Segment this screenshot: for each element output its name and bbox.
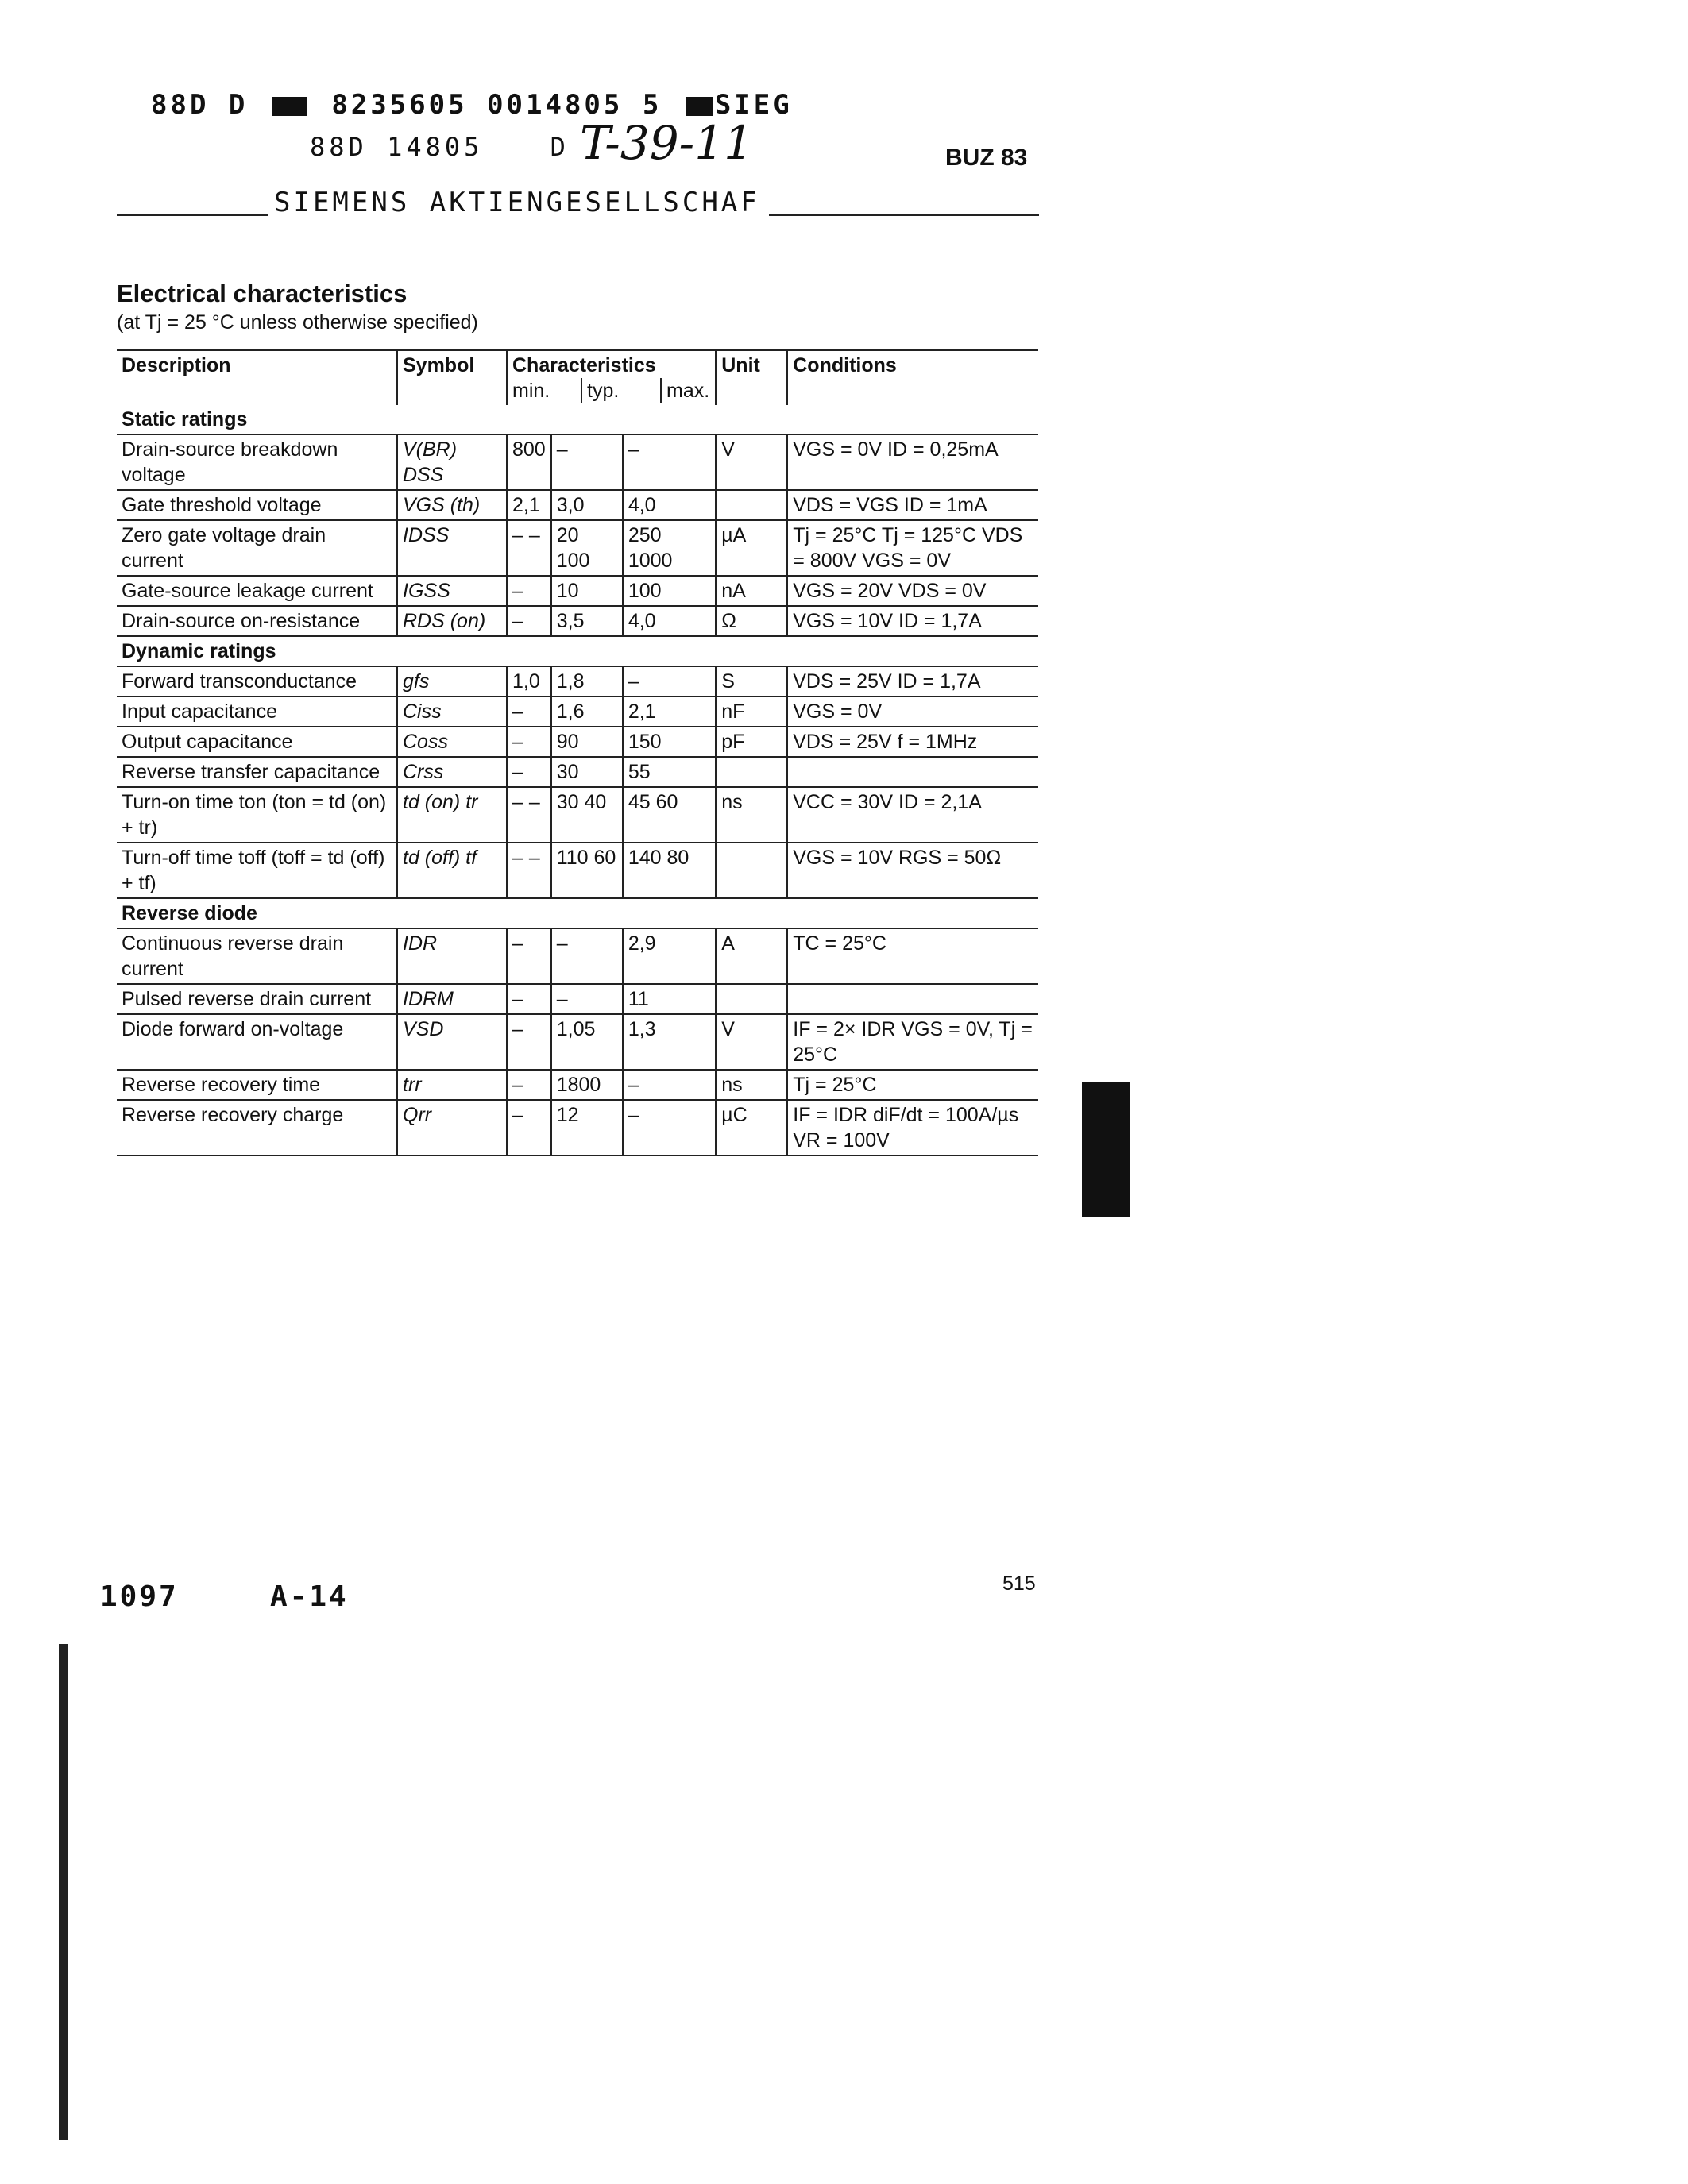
cell-unit: µC [716,1100,787,1156]
header-characteristics-label: Characteristics [512,354,656,376]
cell-unit [716,984,787,1014]
cell-typ: – [551,984,623,1014]
cell-typ: 12 [551,1100,623,1156]
cell-typ: – [551,434,623,490]
cell-typ: – [551,928,623,984]
cell-max: 140 80 [623,843,716,898]
table-row [117,606,1038,636]
cell-sym: td (off) tf [397,843,507,898]
cell-unit: A [716,928,787,984]
cell-min: – [507,606,551,636]
cell-min: – – [507,520,551,576]
footer-code: 1097 [100,1580,179,1613]
section-header-row [117,636,1038,666]
table-row [117,843,1038,898]
header-conditions: Conditions [787,350,1038,405]
cell-desc: Forward transconductance [122,670,357,693]
cell-cond: IF = 2× IDR VGS = 0V, Tj = 25°C [787,1014,1038,1070]
cell-cond: Tj = 25°C [787,1070,1038,1100]
cell-unit [716,490,787,520]
header-code-line-2 [310,132,570,162]
cell-max: 55 [623,757,716,787]
cell-desc: Output capacitance [122,731,293,753]
header-code-c: SIEG [714,89,793,121]
cell-unit: V [716,1014,787,1070]
table-row [117,434,1038,490]
scan-edge-bar [59,1644,68,2140]
header-min: min. [512,380,550,402]
header-code-2-d: D [550,132,570,162]
characteristics-table [117,349,1038,1156]
cell-min: 2,1 [507,490,551,520]
page-tab-marker [1082,1082,1130,1217]
table-row [117,1070,1038,1100]
cell-unit: pF [716,727,787,757]
cell-sym: IGSS [397,576,507,606]
cell-cond: VDS = 25V ID = 1,7A [787,666,1038,696]
header-characteristics [507,350,716,405]
cell-max: 2,1 [623,696,716,727]
cell-sym: IDRM [397,984,507,1014]
cell-desc: Gate-source leakage current [122,580,373,602]
cell-desc: Drain-source breakdown voltage [122,438,338,486]
cell-sym: Ciss [397,696,507,727]
cell-cond: VGS = 10V ID = 1,7A [787,606,1038,636]
cell-desc: Drain-source on-resistance [122,610,361,632]
cell-cond: IF = IDR diF/dt = 100A/µs VR = 100V [787,1100,1038,1156]
cell-min: – [507,757,551,787]
header-symbol: Symbol [397,350,507,405]
cell-typ: 3,0 [551,490,623,520]
cell-desc: Pulsed reverse drain current [122,988,372,1010]
cell-min: – [507,1070,551,1100]
table-row [117,490,1038,520]
cell-max: 4,0 [623,606,716,636]
cell-cond [787,757,1038,787]
rule-left [117,214,268,216]
table-row [117,787,1038,843]
cell-min: 1,0 [507,666,551,696]
part-number: BUZ 83 [945,145,1028,171]
cell-sym: VSD [397,1014,507,1070]
table-row [117,984,1038,1014]
cell-min: – [507,727,551,757]
section-name: Reverse diode [122,902,257,924]
footer-section-code: A-14 [270,1580,349,1613]
cell-unit [716,757,787,787]
cell-typ: 1,8 [551,666,623,696]
cell-cond: VDS = VGS ID = 1mA [787,490,1038,520]
section-subtitle: (at Tj = 25 °C unless otherwise specified) [117,311,478,334]
section-name: Dynamic ratings [122,640,276,662]
cell-desc: Reverse recovery charge [122,1104,344,1126]
cell-max: 11 [623,984,716,1014]
cell-cond: VGS = 0V [787,696,1038,727]
header-code-b: 8235605 0014805 5 [331,89,662,121]
cell-sym: gfs [397,666,507,696]
cell-cond: Tj = 25°C Tj = 125°C VDS = 800V VGS = 0V [787,520,1038,576]
cell-sym: trr [397,1070,507,1100]
cell-max: 150 [623,727,716,757]
cell-unit: nF [716,696,787,727]
cell-unit [716,843,787,898]
cell-desc: Reverse recovery time [122,1074,321,1096]
cell-max: 250 1000 [623,520,716,576]
section-name: Static ratings [122,408,248,430]
cell-unit: Ω [716,606,787,636]
cell-min: – [507,696,551,727]
cell-typ: 1,6 [551,696,623,727]
header-max: max. [660,378,709,403]
header-unit: Unit [716,350,787,405]
header-code-a: 88D D [151,89,249,121]
cell-cond: VGS = 20V VDS = 0V [787,576,1038,606]
table-row [117,1100,1038,1156]
cell-typ: 1800 [551,1070,623,1100]
cell-typ: 1,05 [551,1014,623,1070]
cell-typ: 30 40 [551,787,623,843]
cell-unit: V [716,434,787,490]
table-row [117,757,1038,787]
cell-min: 800 [507,434,551,490]
cell-unit: ns [716,1070,787,1100]
cell-max: 100 [623,576,716,606]
cell-sym: IDR [397,928,507,984]
cell-desc: Turn-off time toff (toff = td (off) + tf) [122,847,385,894]
cell-cond: VCC = 30V ID = 2,1A [787,787,1038,843]
cell-min: – [507,984,551,1014]
cell-desc: Continuous reverse drain current [122,932,344,980]
table-row [117,696,1038,727]
header-code-2: 88D 14805 [310,132,484,162]
cell-min: – [507,1100,551,1156]
cell-sym: VGS (th) [397,490,507,520]
redaction-block [686,97,713,116]
cell-cond [787,984,1038,1014]
cell-desc: Turn-on time ton (ton = td (on) + tr) [122,791,387,839]
table-body [117,405,1038,1156]
cell-desc: Diode forward on-voltage [122,1018,344,1040]
cell-min: – – [507,787,551,843]
cell-max: 1,3 [623,1014,716,1070]
cell-max: – [623,666,716,696]
cell-desc: Gate threshold voltage [122,494,322,516]
cell-desc: Reverse transfer capacitance [122,761,380,783]
cell-cond: VDS = 25V f = 1MHz [787,727,1038,757]
cell-typ: 3,5 [551,606,623,636]
cell-sym: RDS (on) [397,606,507,636]
cell-unit: nA [716,576,787,606]
cell-min: – [507,576,551,606]
header-typ: typ. [581,378,660,403]
cell-unit: S [716,666,787,696]
cell-desc: Input capacitance [122,700,277,723]
cell-unit: µA [716,520,787,576]
cell-max: 45 60 [623,787,716,843]
cell-unit: ns [716,787,787,843]
cell-typ: 90 [551,727,623,757]
cell-cond: VGS = 10V RGS = 50Ω [787,843,1038,898]
cell-max: – [623,434,716,490]
cell-sym: td (on) tr [397,787,507,843]
section-header-row [117,405,1038,434]
section-title: Electrical characteristics [117,280,408,307]
rule-right [769,214,1039,216]
cell-max: – [623,1070,716,1100]
cell-sym: Crss [397,757,507,787]
cell-typ: 110 60 [551,843,623,898]
cell-sym: Coss [397,727,507,757]
cell-max: – [623,1100,716,1156]
table-row [117,666,1038,696]
table-row [117,928,1038,984]
cell-max: 2,9 [623,928,716,984]
redaction-block [272,97,307,116]
table-row [117,1014,1038,1070]
cell-cond: TC = 25°C [787,928,1038,984]
table-row [117,727,1038,757]
cell-desc: Zero gate voltage drain current [122,524,326,572]
cell-typ: 10 [551,576,623,606]
cell-min: – – [507,843,551,898]
table-row [117,520,1038,576]
cell-sym: Qrr [397,1100,507,1156]
cell-max: 4,0 [623,490,716,520]
cell-min: – [507,1014,551,1070]
cell-cond: VGS = 0V ID = 0,25mA [787,434,1038,490]
section-header-row [117,898,1038,928]
company-name: SIEMENS AKTIENGESELLSCHAF [274,187,760,218]
cell-typ: 20 100 [551,520,623,576]
page-number: 515 [1002,1572,1036,1595]
cell-typ: 30 [551,757,623,787]
cell-min: – [507,928,551,984]
table-row [117,576,1038,606]
cell-sym: IDSS [397,520,507,576]
handwritten-annotation: T-39-11 [580,116,754,170]
header-description: Description [122,354,231,376]
cell-sym: V(BR) DSS [397,434,507,490]
